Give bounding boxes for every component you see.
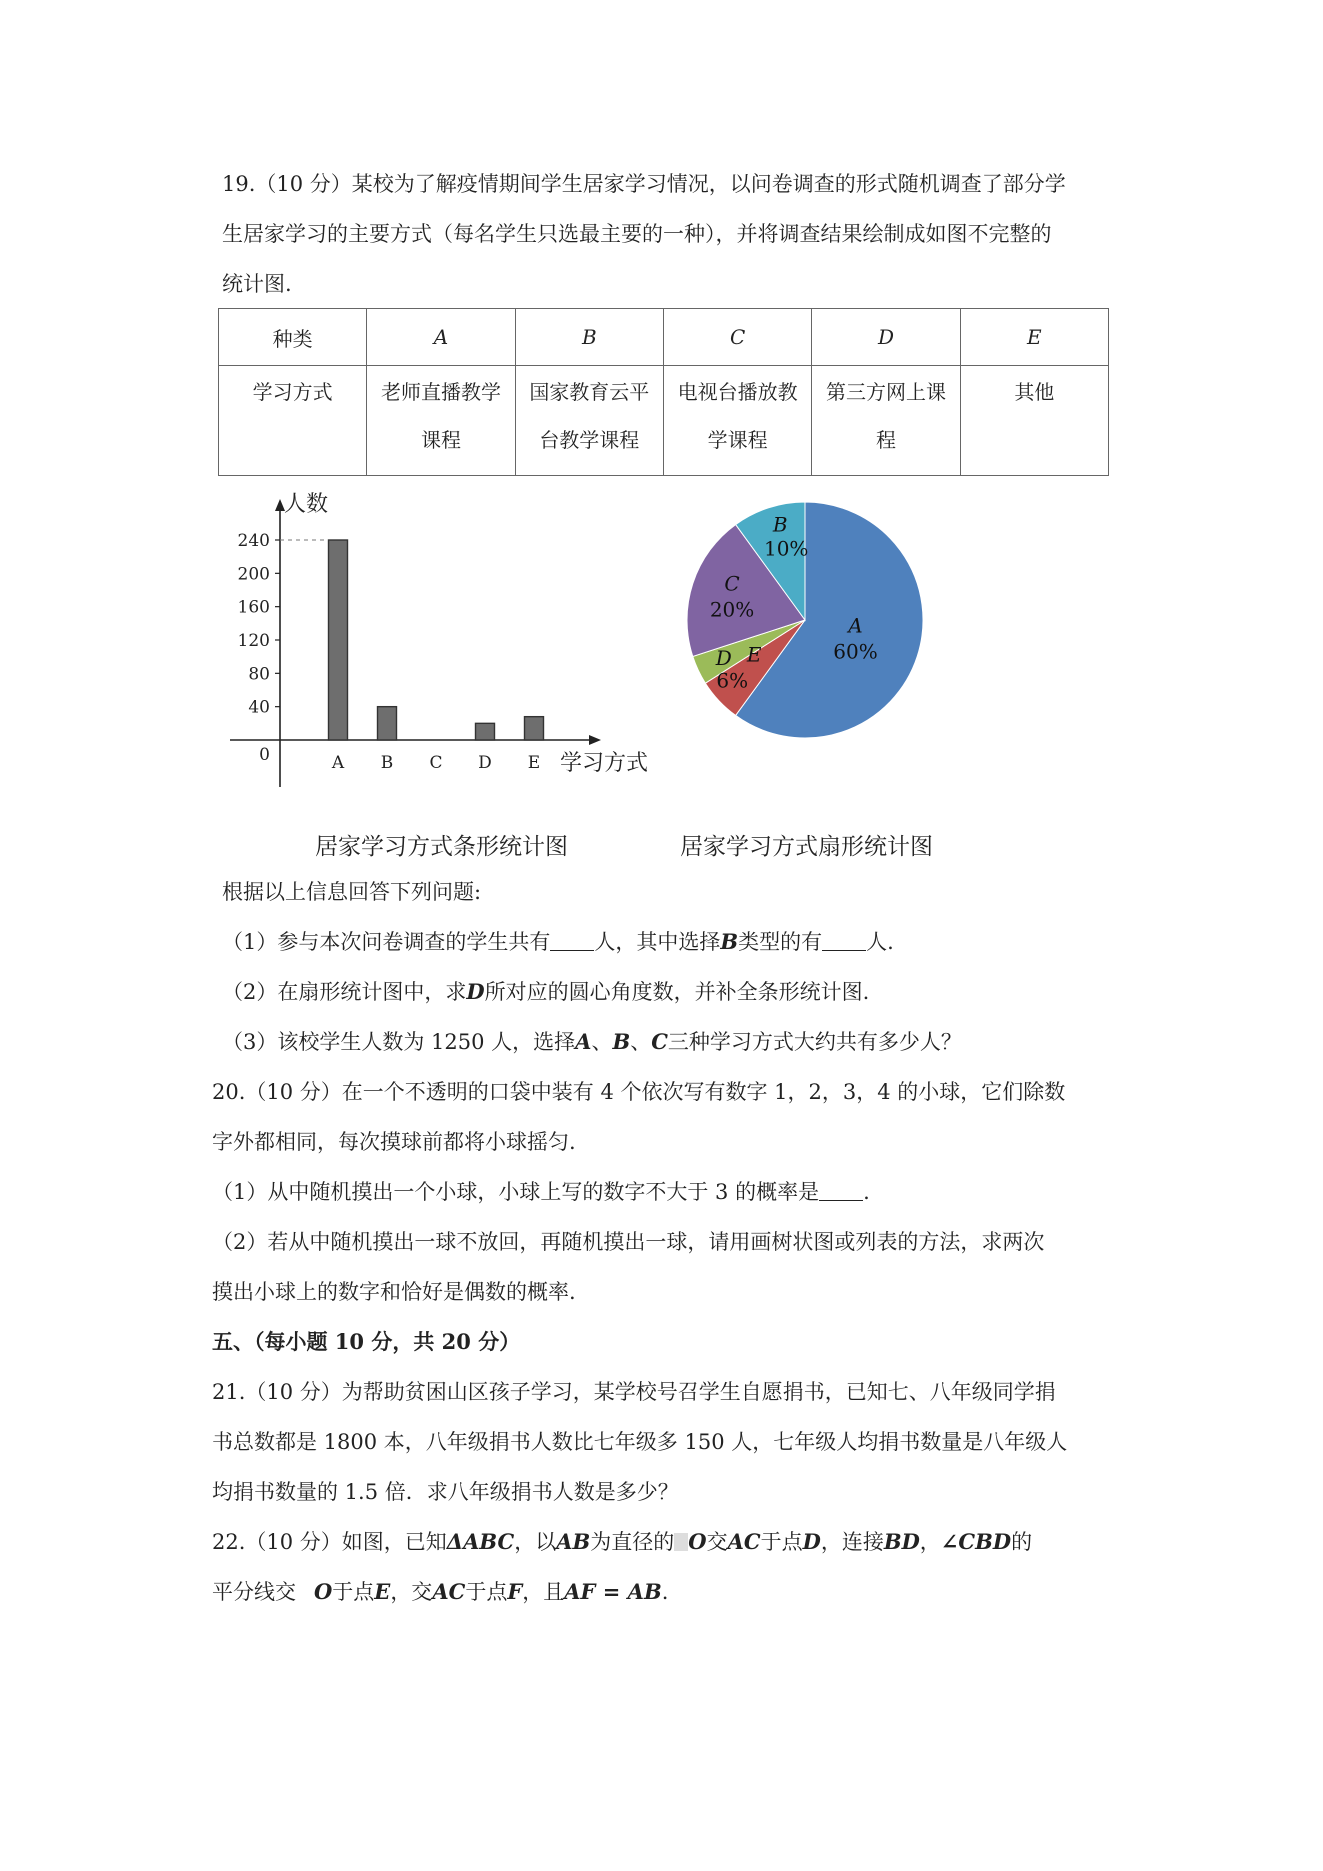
- q22-l2-text-g: 于点: [465, 1580, 508, 1604]
- q22-l2-e: E: [374, 1579, 391, 1604]
- pie-label-e: E: [746, 642, 762, 667]
- q22-l2-f: F: [507, 1579, 523, 1604]
- q19-p2-text-a: （2）在扇形统计图中，求: [222, 980, 467, 1004]
- pie-label-d: D: [715, 646, 732, 671]
- x-tick-label: A: [331, 753, 345, 773]
- method-d-line-2: 程: [875, 428, 896, 452]
- pie-label-c: C: [724, 571, 740, 596]
- q20-line-2: 字外都相同，每次摸球前都将小球摇匀.: [212, 1130, 576, 1154]
- q22-bd: BD: [883, 1529, 920, 1554]
- x-tick-label: E: [527, 753, 541, 773]
- method-d-line-1: 第三方网上课: [825, 380, 946, 404]
- q19-p1-text-b: 人，其中选择: [594, 930, 721, 954]
- q22-l2-text-e: ，交: [390, 1580, 433, 1604]
- q20-part-1: [212, 1178, 870, 1206]
- q19-p1-var-b: B: [720, 929, 739, 954]
- q19-p3-text-g: 三种学习方式大约共有多少人？: [667, 1030, 962, 1054]
- q20-part-2-line-1: （2）若从中随机摸出一球不放回，再随机摸出一球，请用画树状图或列表的方法，求两次: [212, 1230, 1045, 1254]
- x-axis-label: 学习方式: [560, 751, 649, 776]
- x-tick-label: B: [380, 753, 394, 773]
- q19-p3-text-a: （3）该校学生人数为 1250 人，选择: [222, 1030, 576, 1054]
- q20-p1-text: （1）从中随机摸出一个小球，小球上写的数字不大于 3 的概率是: [212, 1180, 820, 1204]
- q19-p3-sep-2: 、: [630, 1030, 652, 1054]
- q22-l2-o: O: [314, 1579, 333, 1604]
- q21-line-3: 均捐书数量的 1.5 倍．求八年级捐书人数是多少？: [212, 1480, 679, 1504]
- q22-text-c: ，以: [514, 1530, 557, 1554]
- table-method-c: [663, 366, 811, 476]
- circle-symbol-icon: [674, 1533, 688, 1551]
- method-c-line-1: 电视台播放教: [677, 380, 798, 404]
- q22-triangle: ΔABC: [446, 1529, 515, 1554]
- q20-p1-end: .: [863, 1180, 870, 1204]
- table-method-d: [812, 366, 960, 476]
- x-axis-arrow-icon: [589, 735, 601, 745]
- q22-text-e: 为直径的: [590, 1530, 675, 1554]
- y-tick-label: 160: [237, 597, 270, 618]
- q19-line-2: 生居家学习的主要方式（每名学生只选最主要的一种），并将调查结果绘制成如图不完整的: [222, 222, 1052, 246]
- q20-part-2-line-2: 摸出小球上的数字和恰好是偶数的概率.: [212, 1280, 576, 1304]
- method-e-line-1: 其他: [1014, 380, 1055, 404]
- q22-l2-ac: AC: [432, 1579, 466, 1604]
- q22-l2-equation: AF = AB: [564, 1579, 662, 1604]
- category-table: [218, 308, 1109, 476]
- pie-percent-b: 10%: [763, 536, 809, 561]
- q21-line-2: 书总数都是 1800 本，八年级捐书人数比七年级多 150 人，七年级人均捐书数量是八年级人: [212, 1430, 1068, 1454]
- method-c-line-2: 学课程: [707, 428, 768, 452]
- q22-text-k: ，连接: [820, 1530, 884, 1554]
- bar-chart: [215, 485, 665, 795]
- method-b-line-2: 台教学课程: [539, 428, 640, 452]
- pie-percent-e: 6%: [716, 668, 749, 693]
- table-method-row: [219, 366, 1109, 476]
- q22-text-g: 交: [706, 1530, 728, 1554]
- table-header-label: 种类: [219, 309, 367, 366]
- pie-chart: [670, 490, 940, 750]
- table-row-label: 学习方式: [219, 366, 367, 476]
- q22-ab: AB: [556, 1529, 591, 1554]
- table-cat-a: A: [367, 309, 515, 366]
- table-method-a: [367, 366, 515, 476]
- method-b-line-1: 国家教育云平: [529, 380, 650, 404]
- q19-p1-text-d: 类型的有: [738, 930, 823, 954]
- table-method-b: [515, 366, 663, 476]
- table-cat-b: B: [515, 309, 663, 366]
- answer-blank-1[interactable]: [550, 930, 594, 951]
- method-a-line-1: 老师直播教学: [380, 380, 501, 404]
- y-tick-label: 120: [237, 631, 270, 651]
- x-tick-label: C: [429, 753, 443, 773]
- answer-blank-3[interactable]: [819, 1180, 863, 1201]
- y-tick-label: 40: [248, 697, 270, 718]
- q19-p1-text-e: 人.: [866, 930, 894, 954]
- q19-part-2: [222, 978, 869, 1006]
- q19-line-3: 统计图.: [222, 272, 292, 296]
- q22-line-2: [212, 1578, 668, 1606]
- q19-p3-var-a: A: [575, 1029, 592, 1054]
- y-tick-label: 0: [259, 745, 270, 765]
- q22-l2-text-c: 于点: [332, 1580, 375, 1604]
- answer-blank-2[interactable]: [822, 930, 866, 951]
- table-cat-e: E: [960, 309, 1108, 366]
- y-tick-label: 240: [237, 531, 270, 551]
- q19-part-1: [222, 928, 894, 956]
- bar-b: [378, 707, 397, 740]
- section-5-heading: 五、（每小题 10 分，共 20 分）: [212, 1329, 521, 1354]
- y-axis-label: 人数: [284, 492, 329, 517]
- q22-o: O: [688, 1529, 707, 1554]
- q19-p1-text-a: （1）参与本次问卷调查的学生共有: [222, 930, 551, 954]
- pie-percent-c: 20%: [709, 597, 755, 622]
- q19-p2-text-c: 所对应的圆心角度数，并补全条形统计图.: [484, 980, 870, 1004]
- pie-label-b: B: [772, 512, 788, 537]
- method-a-line-2: 课程: [420, 428, 461, 452]
- q22-text-m: ，: [919, 1530, 941, 1554]
- q21-line-1: 21.（10 分）为帮助贫困山区孩子学习，某学校号召学生自愿捐书，已知七、八年级同学捐: [212, 1380, 1056, 1404]
- q22-l2-text-a: 平分线交: [212, 1580, 296, 1604]
- q22-line-1: [212, 1528, 1032, 1556]
- bar-a: [329, 540, 348, 740]
- pie-label-a: A: [848, 613, 863, 638]
- pie-chart-title: 居家学习方式扇形统计图: [680, 834, 933, 860]
- x-tick-label: D: [478, 753, 492, 773]
- q20-line-1: 20.（10 分）在一个不透明的口袋中装有 4 个依次写有数字 1，2，3，4 的小球，它们除数: [212, 1080, 1066, 1104]
- bar-chart-title: 居家学习方式条形统计图: [315, 834, 568, 860]
- q22-text-o: 的: [1011, 1530, 1033, 1554]
- table-cat-c: C: [663, 309, 811, 366]
- q19-line-1: 19.（10 分）某校为了解疫情期间学生居家学习情况，以问卷调查的形式随机调查了部分学: [222, 172, 1066, 196]
- q22-d: D: [802, 1529, 821, 1554]
- y-tick-label: 200: [237, 564, 270, 585]
- y-tick-label: 80: [248, 664, 270, 685]
- q19-p2-var-d: D: [466, 979, 485, 1004]
- q19-p3-var-b: B: [612, 1029, 631, 1054]
- q22-ac: AC: [727, 1529, 761, 1554]
- table-header-row: [219, 309, 1109, 366]
- q19-p3-var-c: C: [651, 1029, 668, 1054]
- q19-p3-sep-1: 、: [591, 1030, 613, 1054]
- q22-text-i: 于点: [760, 1530, 803, 1554]
- q19-intro: 根据以上信息回答下列问题:: [222, 880, 482, 904]
- q19-part-3: [222, 1028, 962, 1056]
- q22-l2-end: .: [661, 1580, 669, 1604]
- bar-e: [525, 717, 544, 740]
- table-method-e: [960, 366, 1108, 476]
- table-cat-d: D: [812, 309, 960, 366]
- q22-angle: ∠CBD: [940, 1529, 1012, 1554]
- pie-percent-a: 60%: [833, 639, 878, 664]
- q22-text-a: 22.（10 分）如图，已知: [212, 1530, 447, 1554]
- bar-d: [476, 723, 495, 740]
- q22-l2-text-i: ，且: [522, 1580, 565, 1604]
